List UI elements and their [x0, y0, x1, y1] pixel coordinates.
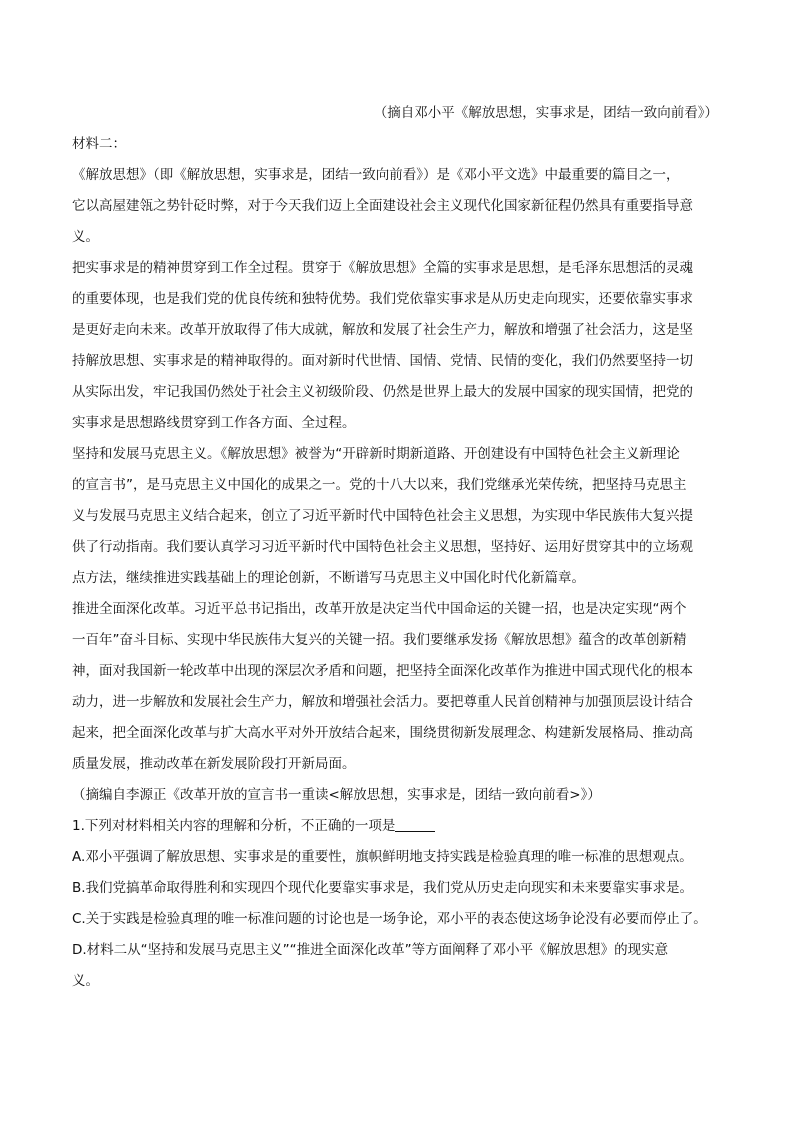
- text-line: 起来，把全面深化改革与扩大高水平对外开放结合起来，围绕贯彻新发展理念、构建新发展格局、推动高: [72, 725, 693, 741]
- text-line: 它以高屋建瓴之势针砭时弊，对于今天我们迈上全面建设社会主义现代化国家新征程仍然具有重要指导意: [72, 198, 693, 214]
- material-two-label: 材料二：: [72, 136, 126, 152]
- paragraph-4: [72, 594, 724, 780]
- question-block: [72, 811, 724, 997]
- document-body: [72, 98, 724, 997]
- text-line: 动力，进一步解放和发展社会生产力，解放和增强社会活力。要把尊重人民首创精神与加强顶层设计结合: [72, 694, 693, 710]
- paragraph-1: [72, 160, 724, 253]
- text-line: 持解放思想、实事求是的精神取得的。面对新时代世情、国情、党情、民情的变化，我们仍然要坚持一切: [72, 353, 693, 369]
- option-d: D.材料二从“坚持和发展马克思主义”“推进全面深化改革”等方面阐释了邓小平《解放思想》的现实意: [72, 942, 669, 958]
- text-line: 坚持和发展马克思主义。《解放思想》被誉为“开辟新时期新道路、开创建设有中国特色社会主义新理论: [72, 446, 680, 462]
- option-b: B.我们党搞革命取得胜利和实现四个现代化要靠实事求是，我们党从历史走向现实和未来要靠实事求是。: [72, 880, 694, 896]
- answer-blank[interactable]: [395, 817, 435, 832]
- text-line: 实事求是思想路线贯穿到工作各方面、全过程。: [72, 415, 356, 431]
- text-line: 义与发展马克思主义结合起来，创立了习近平新时代中国特色社会主义思想，为实现中华民族伟大复兴提: [72, 508, 693, 524]
- text-line: 神，面对我国新一轮改革中出现的深层次矛盾和问题，把坚持全面深化改革作为推进中国式现代化的根本: [72, 663, 693, 679]
- option-a: A.邓小平强调了解放思想、实事求是的重要性，旗帜鲜明地支持实践是检验真理的唯一标准的思想观点。: [72, 849, 693, 865]
- text-line: 的宣言书”，是马克思主义中国化的成果之一。党的十八大以来，我们党继承光荣传统，把坚持马克思主: [72, 477, 687, 493]
- text-line: 供了行动指南。我们要认真学习习近平新时代中国特色社会主义思想，坚持好、运用好贯穿其中的立场观: [72, 539, 693, 555]
- text-line: 《解放思想》（即《解放思想，实事求是，团结一致向前看》）是《邓小平文选》中最重要的篇目之一，: [72, 167, 680, 183]
- text-line: 把实事求是的精神贯穿到工作全过程。贯穿于《解放思想》全篇的实事求是思想，是毛泽东思想活的灵魂: [72, 260, 693, 276]
- paragraph-3: [72, 439, 724, 594]
- text-line: 的重要体现，也是我们党的优良传统和独特优势。我们党依靠实事求是从历史走向现实，还要依靠实事求: [72, 291, 693, 307]
- question-stem-text: 1.下列对材料相关内容的理解和分析，不正确的一项是: [72, 818, 396, 834]
- paragraph-2: [72, 253, 724, 439]
- text-line: 是更好走向未来。改革开放取得了伟大成就，解放和发展了社会生产力，解放和增强了社会活力，这是坚: [72, 322, 693, 338]
- option-d-continued: 义。: [72, 973, 99, 989]
- text-line: 推进全面深化改革。习近平总书记指出，改革开放是决定当代中国命运的关键一招，也是决定实现“两个: [72, 601, 687, 617]
- source-citation-1: （摘自邓小平《解放思想，实事求是，团结一致向前看》）: [373, 105, 718, 121]
- text-line: 从实际出发，牢记我国仍然处于社会主义初级阶段、仍然是世界上最大的发展中国家的现实国情，把党的: [72, 384, 693, 400]
- option-c: C.关于实践是检验真理的唯一标准问题的讨论也是一场争论，邓小平的表态使这场争论没有必要而停止了。: [72, 911, 707, 927]
- text-line: 质量发展，推动改革在新发展阶段打开新局面。: [72, 756, 356, 772]
- text-line: 义。: [72, 229, 99, 245]
- question-stem: [72, 811, 724, 842]
- text-line: 一百年”奋斗目标、实现中华民族伟大复兴的关键一招。我们要继承发扬《解放思想》蕴含的改革创新精: [72, 632, 687, 648]
- text-line: 点方法，继续推进实践基础上的理论创新，不断谱写马克思主义中国化时代化新篇章。: [72, 570, 585, 586]
- source-citation-2: （摘编自李源正《改革开放的宣言书一重读<解放思想，实事求是，团结一致向前看>》）: [72, 787, 601, 803]
